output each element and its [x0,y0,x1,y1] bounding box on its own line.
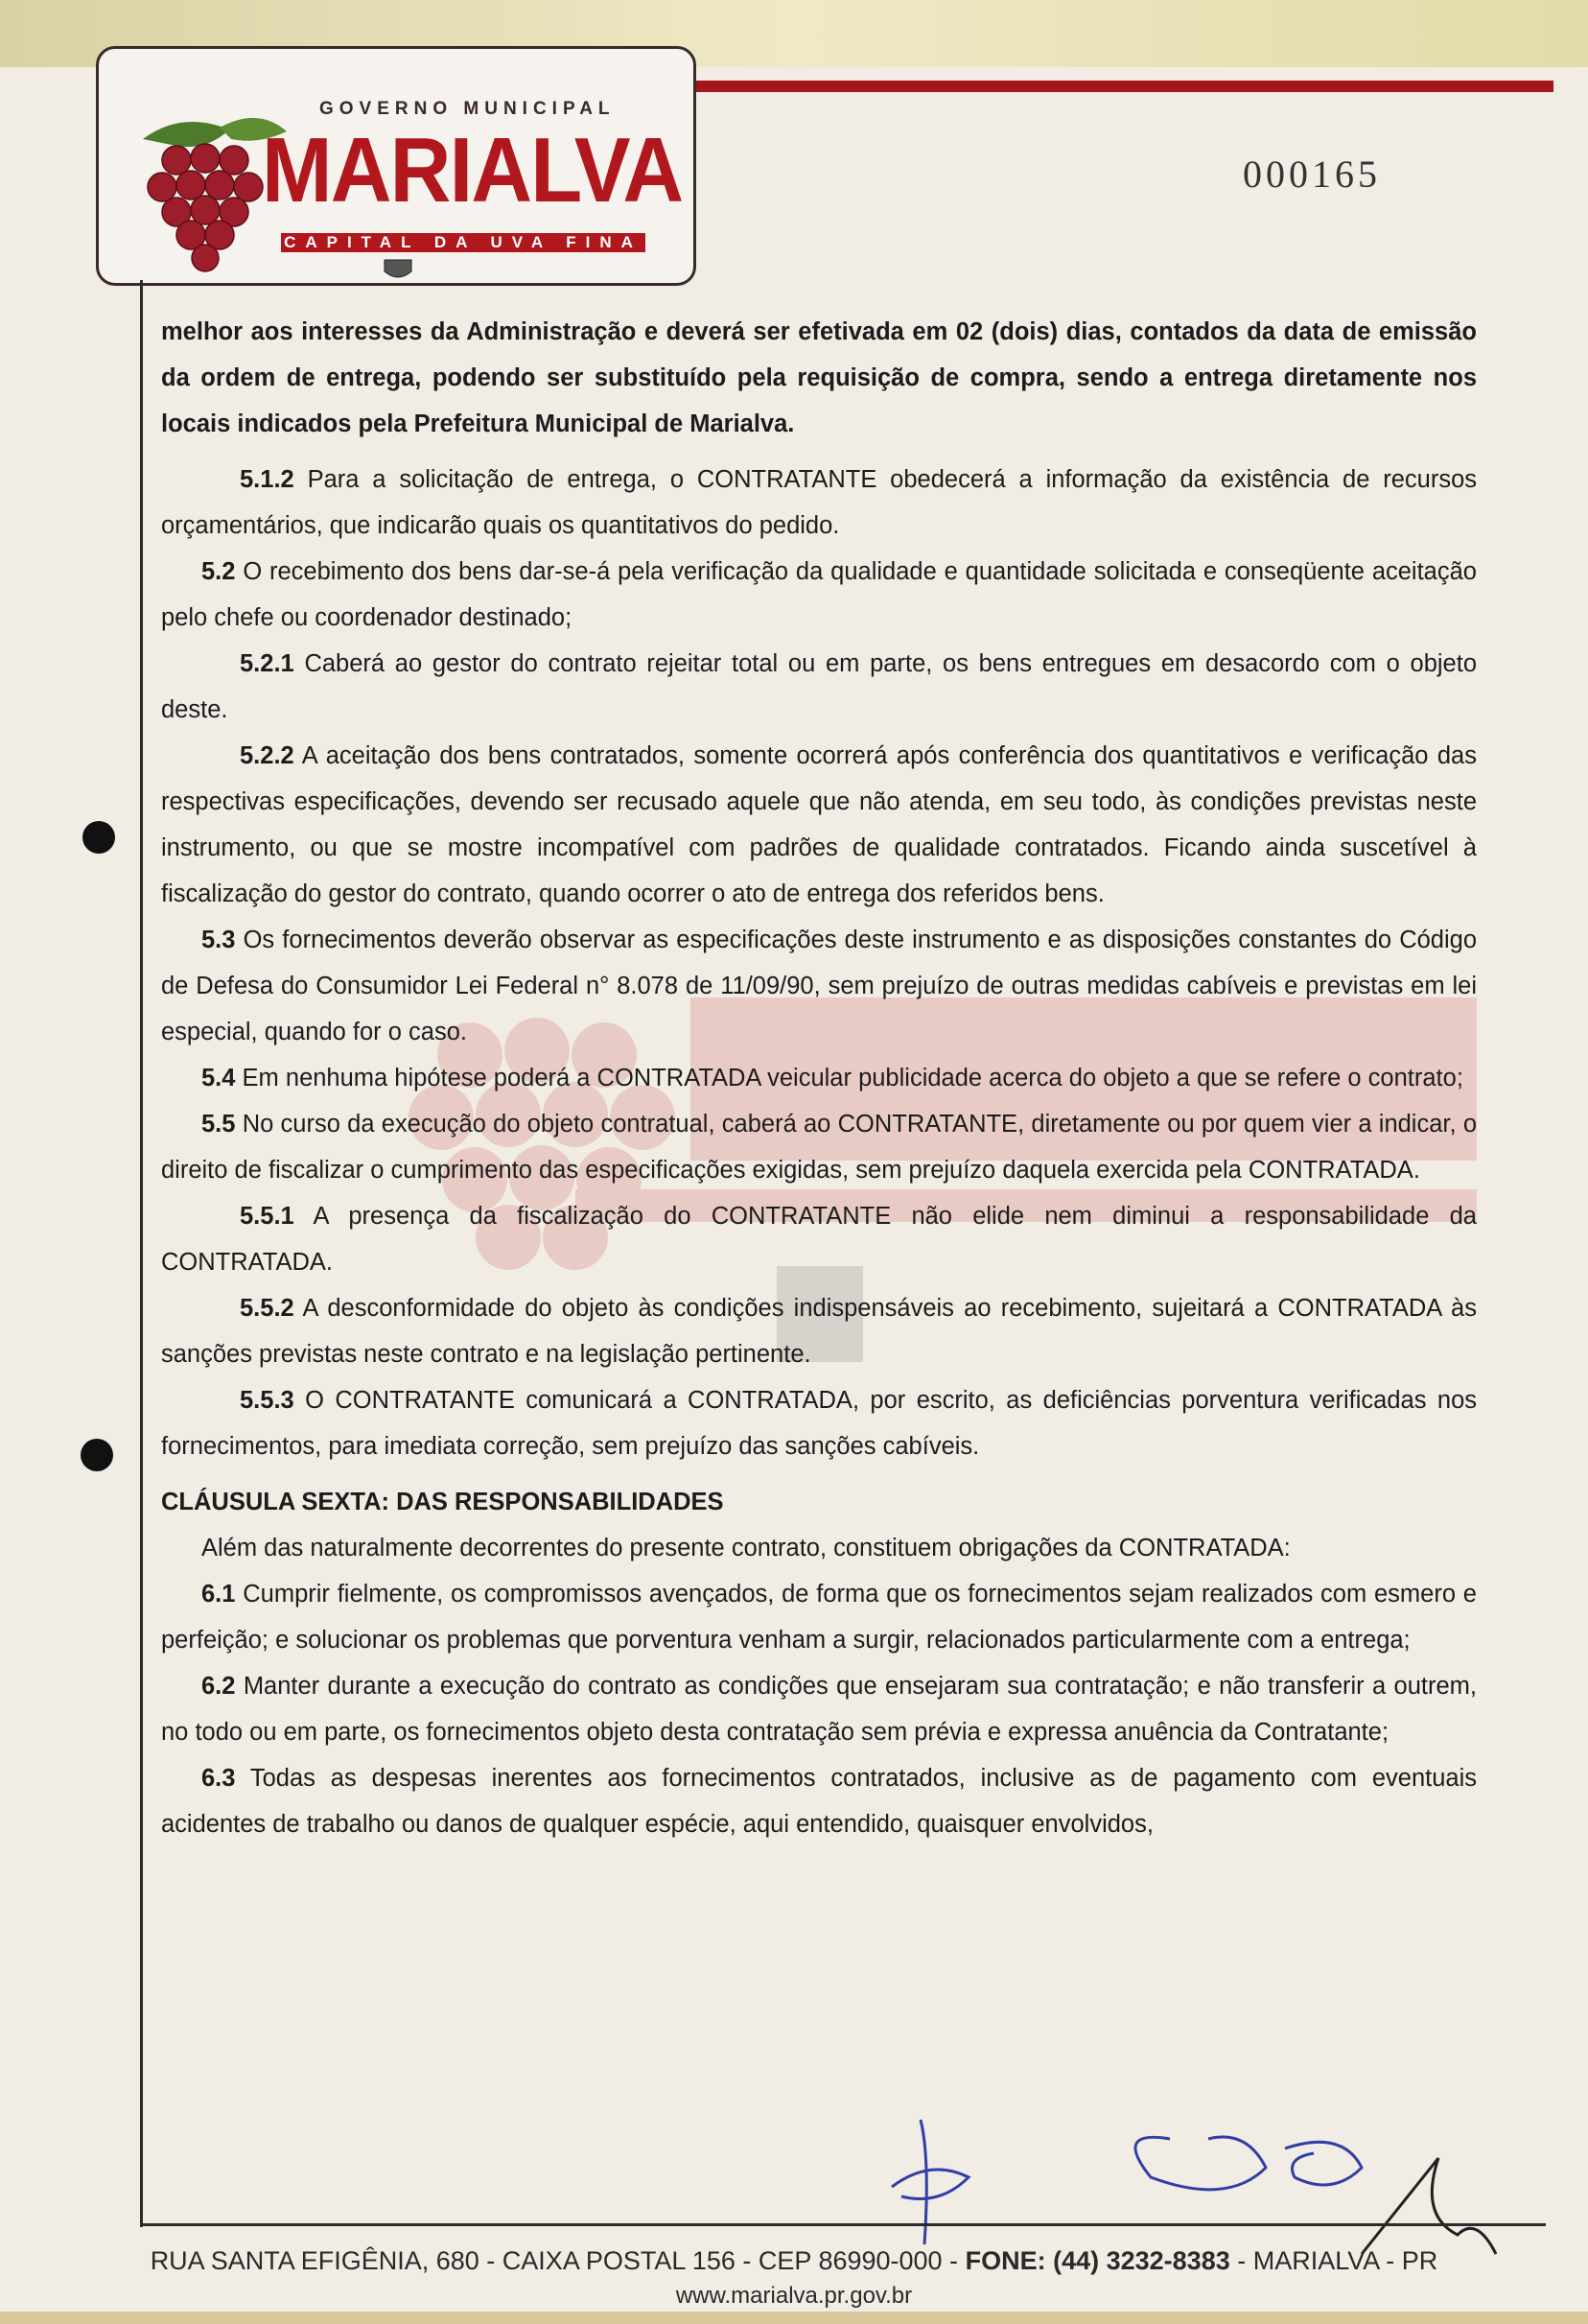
punch-hole-lower [81,1439,113,1471]
contract-body [161,309,1477,1847]
footer-street: RUA SANTA EFIGÊNIA, 680 - CAIXA POSTAL 156 - CEP 86990-000 - [150,2246,959,2275]
clause-number: 6.1 [201,1581,236,1608]
coat-of-arms-icon [377,258,419,283]
clause-5-1-2 [161,457,1477,549]
logo-government-label: GOVERNO MUNICIPAL [319,99,616,119]
clause-text: Para a solicitação de entrega, o CONTRATANTE obedecerá a informação da existência de recursos orçamentários, que indicarão quais os quantitativos do pedido. [161,466,1477,539]
clause-number: 5.4 [201,1065,236,1092]
footer-city: - MARIALVA - PR [1237,2246,1438,2275]
clause-text: A presença da fiscalização do CONTRATANTE não elide nem diminui a responsabilidade da CONTRATADA. [161,1203,1477,1276]
clause-text: Cumprir fielmente, os compromissos avençados, de forma que os fornecimentos sejam realizados com esmero e perfeição; e solucionar os problemas que porventura venham a surgir, relacionados particularmente com a entrega; [161,1581,1477,1654]
clause-number: 5.5 [201,1111,236,1138]
clause-5-4 [161,1055,1477,1101]
section-6-intro: Além das naturalmente decorrentes do presente contrato, constituem obrigações da CONTRATADA: [201,1535,1291,1561]
clause-6-2 [161,1663,1477,1755]
clause-number: 5.3 [201,927,236,953]
footer-phone-label: FONE: [965,2246,1046,2275]
clause-number: 5.5.1 [240,1203,294,1230]
footer-address [0,2246,1588,2276]
punch-hole-upper [82,821,115,854]
clause-number: 6.2 [201,1673,236,1700]
clause-6-1 [161,1571,1477,1663]
clause-text: Em nenhuma hipótese poderá a CONTRATADA veicular publicidade acerca do objeto a que se refere o contrato; [242,1065,1463,1092]
footer-phone: (44) 3232-8383 [1053,2246,1230,2275]
bottom-color-band [0,2312,1588,2324]
footer-rule [140,2223,1546,2226]
clause-text: O CONTRATANTE comunicará a CONTRATADA, por escrito, as deficiências porventura verificadas nos fornecimentos, para imediata correção, sem prejuízo das sanções cabíveis. [161,1387,1477,1460]
clause-5-2-2 [161,733,1477,917]
signatures-icon [863,2101,1515,2264]
clause-text: A aceitação dos bens contratados, somente ocorrerá após conferência dos quantitativos e verificação das respectivas especificações, devendo ser recusado aquele que não atenda, em seu todo, às condições previstas neste instrumento, ou que se mostre incompatível com padrões de qualidade contratados. Ficando ainda suscetível à fiscalização do gestor do contrato, quando ocorrer o ato de entrega dos referidos bens. [161,742,1477,907]
logo-tagline: CAPITAL DA UVA FINA [281,233,645,252]
clause-number: 5.1.2 [240,466,294,493]
footer-website: www.marialva.pr.gov.br [675,2283,913,2309]
clause-number: 5.2.2 [240,742,294,769]
clause-text: Os fornecimentos deverão observar as especificações deste instrumento e as disposições constantes do Código de Defesa do Consumidor Lei Federal n° 8.078 de 11/09/90, sem prejuízo de outras medidas cabíveis e previstas em lei especial, quando for o caso. [161,927,1478,1045]
clause-5-5-1 [161,1193,1477,1285]
clause-number: 5.2 [201,558,236,585]
clause-number: 5.5.2 [240,1295,294,1322]
clause-text: O recebimento dos bens dar-se-á pela verificação da qualidade e quantidade solicitada e conseqüente aceitação pelo chefe ou coordenador destinado; [161,558,1477,631]
clause-text: A desconformidade do objeto às condições indispensáveis ao recebimento, sujeitará a CONTRATADA às sanções previstas neste contrato e na legislação pertinente. [161,1295,1477,1368]
paragraph-5-1-continued: melhor aos interesses da Administração e deverá ser efetivada em 02 (dois) dias, contados da data de emissão da ordem de entrega, podendo ser substituído pela requisição de compra, sendo a entrega diretamente nos locais indicados pela Prefeitura Municipal de Marialva. [161,318,1477,437]
clause-5-2 [161,549,1477,641]
clause-5-5-2 [161,1285,1477,1377]
header-red-rule [671,81,1553,92]
clause-text: No curso da execução do objeto contratual, caberá ao CONTRATANTE, diretamente ou por quem vier a indicar, o direito de fiscalizar o cumprimento das especificações exigidas, sem prejuízo daquela exercida pela CONTRATADA. [161,1111,1477,1184]
left-margin-rule [140,280,143,2227]
section-heading-sexta: CLÁUSULA SEXTA: DAS RESPONSABILIDADES [161,1489,724,1515]
clause-text: Todas as despesas inerentes aos fornecimentos contratados, inclusive as de pagamento com eventuais acidentes de trabalho ou danos de qualquer espécie, aqui entendido, quaisquer envolvidos, [161,1765,1478,1838]
logo-city-name: MARIALVA [262,119,683,222]
clause-number: 5.5.3 [240,1387,294,1414]
page-number: 000165 [1243,153,1381,196]
clause-5-5 [161,1101,1477,1193]
clause-number: 6.3 [201,1765,236,1792]
clause-number: 5.2.1 [240,650,294,677]
clause-text: Manter durante a execução do contrato as condições que ensejaram sua contratação; e não transferir a outrem, no todo ou em parte, os fornecimentos objeto desta contratação sem prévia e expressa anuência da Contratante; [161,1673,1477,1746]
clause-5-3 [161,917,1477,1055]
municipal-logo [96,46,696,286]
clause-5-2-1 [161,641,1477,733]
clause-6-3 [161,1755,1477,1847]
clause-text: Caberá ao gestor do contrato rejeitar total ou em parte, os bens entregues em desacordo com o objeto deste. [161,650,1477,723]
clause-5-5-3 [161,1377,1477,1469]
